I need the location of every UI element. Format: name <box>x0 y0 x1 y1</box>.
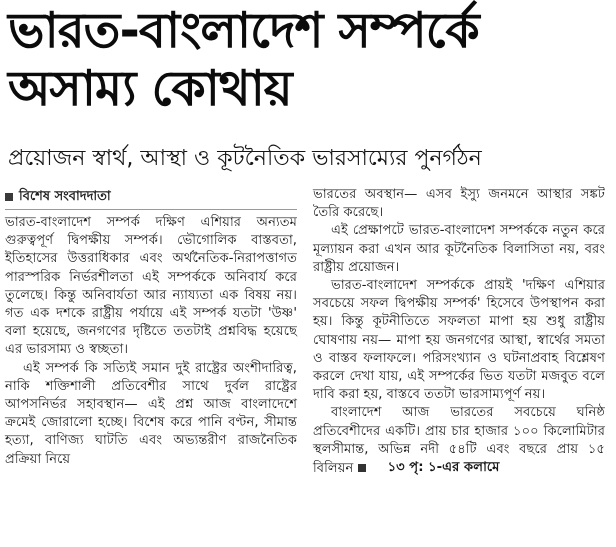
continuation-text: ১৩ পৃ: ১-এর কলামে <box>387 460 500 476</box>
headline-line-2: অসাম্য কোথায় <box>8 60 292 117</box>
paragraph: ভারতের অবস্থান— এসব ইস্যু জনমনে আস্থার সঙ্কট তৈরি করেছে। <box>313 187 605 221</box>
headline-line-1: ভারত-বাংলাদেশ সম্পর্কে <box>8 2 479 59</box>
paragraph: এই প্রেক্ষাপটে ভারত-বাংলাদেশ সম্পর্ককে নতুন করে মূল্যায়ন করা এখন আর কূটনৈতিক বিলাসিতা নয়, বরং রাষ্ট্রীয় প্রয়োজন। <box>313 223 605 275</box>
paragraph-text: বাংলাদেশ আজ ভারতের সবচেয়ে ঘনিষ্ঠ প্রতিবেশীদের একটি। প্রায় চার হাজার ১০০ কিলোমিটার স্থলসীমান্ত, অভিন্ন নদী ৫৪টি এবং বছরে প্রায় ১৫ বিলিয়ন <box>313 405 605 477</box>
headline <box>8 2 608 118</box>
paragraph: ভারত-বাংলাদেশ সম্পর্ককে প্রায়ই 'দক্ষিণ এশিয়ার সবচেয়ে সফল দ্বিপক্ষীয় সম্পর্ক' হিসেবে উপস্থাপন করা হয়। কিন্তু কূটনীতিতে সফলতা মাপা হয় শুধু রাষ্ট্রীয় ঘোষণায় নয়— মাপা হয় জনগণের আস্থা, স্বার্থের সমতা ও বাস্তব ফলাফলে। পরিসংখ্যান ও ঘটনাপ্রবাহ বিশ্লেষণ করলে দেখা যায়, এই সম্পর্কের ভিত যতটা মজবুত বলে দাবি করা হয়, বাস্তবে ততটা ভারসাম্যপূর্ণ নয়। <box>313 278 605 403</box>
byline <box>5 186 297 208</box>
byline-bullet-icon <box>5 193 13 201</box>
article-column-left <box>5 186 297 469</box>
byline-rule <box>5 209 297 210</box>
byline-text: বিশেষ সংবাদদাতা <box>19 188 111 204</box>
subheadline: প্রয়োজন স্বার্থ, আস্থা ও কূটনৈতিক ভারসাম্যের পুনর্গঠন <box>8 146 482 171</box>
jump-square-icon <box>358 464 366 472</box>
article-column-right <box>313 186 605 478</box>
paragraph: ভারত-বাংলাদেশ সম্পর্ক দক্ষিণ এশিয়ার অন্যতম গুরুত্বপূর্ণ দ্বিপক্ষীয় সম্পর্ক। ভৌগোলিক বাস্তবতা, ইতিহাসের উত্তরাধিকার এবং অর্থনৈতিক-নিরাপত্তাগত পারস্পরিক নির্ভরশীলতা এই সম্পর্ককে অনিবার্য করে তুলেছে। কিন্তু অনিবার্যতা আর ন্যায্যতা এক বিষয় নয়। গত এক দশকে রাষ্ট্রীয় পর্যায়ে এই সম্পর্ক যতটা 'উষ্ণ' বলা হয়েছে, জনগণের দৃষ্টিতে ততটাই প্রশ্নবিদ্ধ হয়েছে এর ভারসাম্য ও স্বচ্ছতা। <box>5 215 297 358</box>
continuation-jump <box>358 459 500 477</box>
paragraph: এই সম্পর্ক কি সত্যিই সমান দুই রাষ্ট্রের অংশীদারিত্ব, নাকি শক্তিশালী প্রতিবেশীর সাথে দুর্বল রাষ্ট্রের আপসনির্ভর সহাবস্থান— এই প্রশ্ন আজ বাংলাদেশে ক্রমেই জোরালো হচ্ছে। বিশেষ করে পানি বণ্টন, সীমান্ত হত্যা, বাণিজ্য ঘাটতি এবং অভ্যন্তরীণ রাজনৈতিক প্রক্রিয়া নিয়ে <box>5 360 297 467</box>
paragraph-with-jump <box>313 404 605 478</box>
